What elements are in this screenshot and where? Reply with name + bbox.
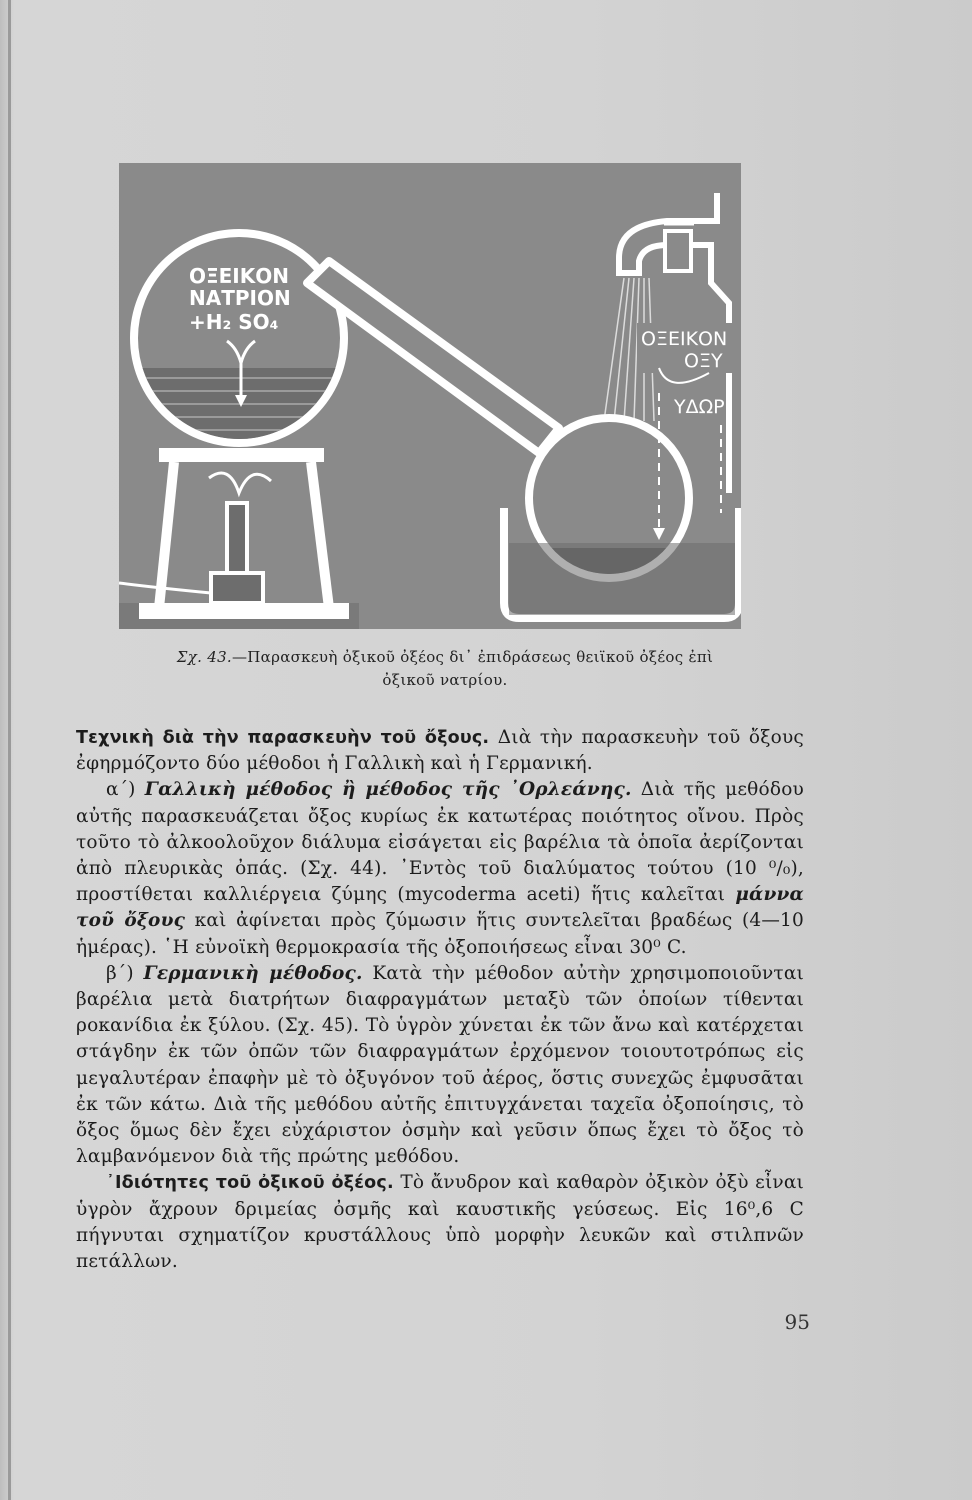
label-acetic-1: ΟΞΕΙΚΟΝ	[641, 328, 728, 350]
paragraph-technique	[76, 725, 804, 777]
list-label: α΄)	[106, 779, 145, 801]
paragraph-properties	[76, 1170, 804, 1275]
paragraph-text: Διὰ τὴν παρασκευὴν τοῦ ὄξους ἐφηρμόζοντο δύο μέθοδοι ἡ Γαλλικὴ καὶ ἡ Γερμανική.	[76, 727, 804, 775]
heading-technique: Τεχνικὴ διὰ τὴν παρασκευὴν τοῦ ὄξους.	[76, 728, 490, 748]
apparatus-illustration	[119, 163, 741, 629]
caption-line-1: —Παρασκευὴ ὀξικοῦ ὀξέος δι᾽ ἐπιδράσεως θειϊκοῦ ὀξέος ἐπὶ	[231, 648, 714, 666]
title-german-method: Γερμανικὴ μέθοδος.	[143, 962, 363, 984]
body-text	[76, 725, 804, 1275]
page-spine	[8, 0, 11, 1500]
caption-line-2: ὀξικοῦ νατρίου.	[382, 671, 508, 689]
paragraph-french-method	[76, 777, 804, 960]
paragraph-text: Διὰ τῆς μεθόδου αὐτῆς παρασκευάζεται ὄξος κυρίως ἐκ κατωτέρας ποιότητος οἴνου. Πρὸς τοῦτο τὸ ἀλκοολοῦχον διάλυμα εἰσάγεται εἰς βαρέλια τὰ ὁποῖα ἀερίζονται ἀπὸ πλευρικὰς ὀπάς. (Σχ. 44). ᾽Εντὸς τοῦ διαλύματος τούτου (10 ⁰/₀), προστίθεται καλλιέργεια ζύμης (mycoderma aceti) ἥτις καλεῖται	[76, 779, 804, 906]
title-french-method: Γαλλικὴ μέθοδος ἢ μέθοδος τῆς ᾽Ορλεάνης.	[144, 779, 632, 801]
label-sodium-acetate-1: ΟΞΕΙΚΟΝ	[189, 264, 289, 288]
figure-number: Σχ. 43.	[176, 648, 232, 666]
label-acetic-2: ΟΞΥ	[684, 350, 723, 372]
heading-properties: ᾽Ιδιότητες τοῦ ὀξικοῦ ὀξέος.	[106, 1173, 394, 1194]
paragraph-text: Τὸ ἄνυδρον καὶ καθαρὸν ὀξικὸν ὀξὺ εἶναι ὑγρὸν ἄχρουν δριμείας ὀσμῆς καὶ καυστικῆς γεύσεως. Εἰς 16⁰,6 C πήγνυται σχηματίζον κρυστάλλους ὑπὸ μορφὴν λευκῶν καὶ στιλπνῶν πετάλλων.	[76, 1172, 805, 1273]
distillation-figure	[119, 163, 741, 629]
paragraph-text: Κατὰ τὴν μέθοδον αὐτὴν χρησιμοποιοῦνται βαρέλια μετὰ διατρήτων διαφραγμάτων μεταξὺ τῶν ὁποίων τίθενται ροκανίδια ἐκ ξύλου. (Σχ. 45). Τὸ ὑγρὸν χύνεται ἐκ τῶν ἄνω καὶ κατέρχεται στάγδην ἐκ τῶν ὀπῶν τῶν διαφραγμάτων ἐρχόμενον τοιουτοτρόπως εἰς μεγαλυτέραν ἐπαφὴν μὲ τὸ ὀξυγόνον τοῦ ἀέρος, ὅστις συνεχῶς ἐμφυσᾶται ἐκ τῶν κάτω. Διὰ τῆς μεθόδου αὐτῆς ἐπιτυγχάνεται ταχεῖα ὀξοποίησις, τὸ ὄξος ὅμως δὲν ἔχει εὐχάριστον ὀσμὴν καὶ γεῦσιν ὅπως ἔχει τὸ ὄξος τὸ λαμβανόμενον διὰ τῆς πρώτης μεθόδου.	[76, 962, 804, 1168]
list-label: β΄)	[106, 962, 144, 984]
label-sulfuric-acid: +H₂ SO₄	[189, 310, 279, 334]
term-vinegar-mother: μάννα τοῦ ὄξους	[76, 884, 804, 932]
paragraph-text: καὶ ἀφίνεται πρὸς ζύμωσιν ἥτις συντελεῖται βραδέως (4—10 ἡμέρας). ῾Η εὐνοϊκὴ θερμοκρασία τῆς ὀξοποιήσεως εἶναι 30⁰ C.	[76, 910, 804, 958]
page-number: 95	[784, 1310, 810, 1334]
figure-caption	[130, 646, 760, 692]
label-water: ΥΔΩΡ	[674, 396, 725, 418]
label-sodium-acetate-2: ΝΑΤΡΙΟΝ	[189, 286, 291, 310]
paragraph-german-method	[76, 961, 804, 1171]
